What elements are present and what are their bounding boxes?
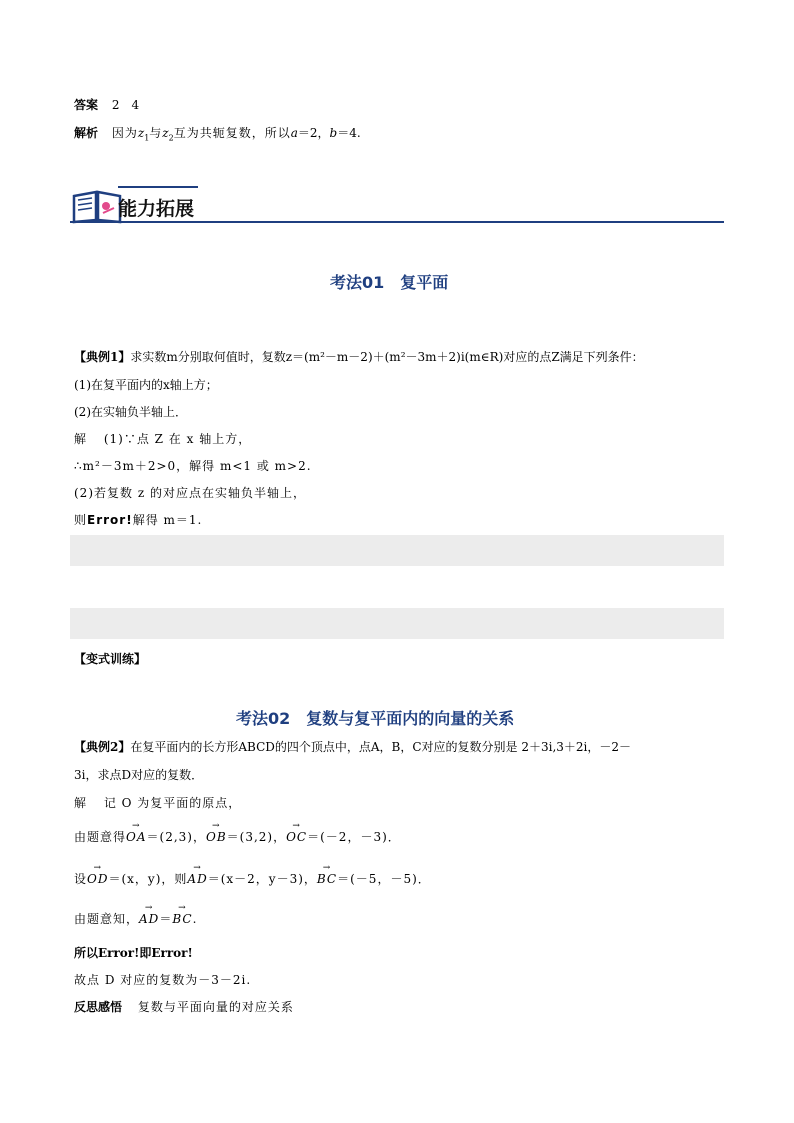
example2-sol2 <box>74 828 401 845</box>
example1-sol4 <box>74 511 202 528</box>
section-banner <box>70 184 724 226</box>
example2-sol5: 所以Error!即Error! <box>74 946 193 960</box>
sol4-b: ＝ <box>159 912 173 926</box>
banner-top-rule <box>118 186 198 188</box>
a-var: a <box>290 126 298 140</box>
vector-bc-2: → BC <box>172 912 192 926</box>
sol3-a: 设 <box>74 872 88 886</box>
example1-line3: (2)在实轴负半轴上． <box>74 405 187 419</box>
z2: z <box>162 126 169 140</box>
example1-sol1-text: (1)∵点 Z 在 x 轴上方， <box>103 432 252 446</box>
analysis-text: 因为 <box>111 126 138 140</box>
example1-tag: 【典例1】 <box>74 350 131 364</box>
vector-od: → OD <box>87 872 108 886</box>
example2-question: 在复平面内的长方形ABCD的四个顶点中，点A，B，C对应的复数分别是 2＋3i,3＋2i，－2－ <box>130 740 632 754</box>
sol4-c: . <box>192 912 198 926</box>
analysis-and: 与 <box>149 126 163 140</box>
example2-sol6: 故点 D 对应的复数为－3－2i. <box>74 973 252 987</box>
vector-ad-2: → AD <box>139 912 159 926</box>
reflection-label: 反思感悟 <box>74 1000 123 1014</box>
vector-oc: → OC <box>286 830 307 844</box>
example1-sol2: ∴m²－3m＋2>0，解得 m<1 或 m>2. <box>74 459 312 473</box>
answer-value: 2 4 <box>111 98 140 112</box>
example1-question: 求实数m分别取何值时，复数z＝(m²－m－2)＋(m²－3m＋2)i(m∈R)对应的点Z满足下列条件： <box>130 350 644 364</box>
example2-line1 <box>74 738 631 755</box>
sol2-d: ＝(－2，－3)． <box>307 830 401 844</box>
vector-ob: → OB <box>206 830 227 844</box>
error-marker: Error! <box>87 513 133 527</box>
sol3-b: ＝(x，y)，则 <box>108 872 188 886</box>
analysis-label: 解析 <box>74 126 99 140</box>
a-value: ＝2， <box>297 126 330 140</box>
example2-sol3 <box>74 870 431 887</box>
sol2-c: ＝(3,2)， <box>226 830 287 844</box>
sol2-b: ＝(2,3)， <box>146 830 206 844</box>
example2-sol1 <box>74 794 241 811</box>
example2-sol4 <box>74 910 197 927</box>
b-value: ＝4. <box>337 126 361 140</box>
open-book-icon <box>70 186 124 226</box>
example1-line2: (1)在复平面内的x轴上方； <box>74 378 218 392</box>
sol3-d: ＝(－5，－5)． <box>337 872 431 886</box>
answer-line <box>74 96 139 113</box>
solution-label: 解 <box>74 432 88 446</box>
sol2-a: 由题意得 <box>74 830 127 844</box>
blank-band-2 <box>70 608 724 639</box>
sol4-a: 由题意知， <box>74 912 140 926</box>
banner-bottom-rule <box>70 221 724 223</box>
z1: z <box>137 126 145 140</box>
example1-sol4-a: 则 <box>74 513 88 527</box>
example1-sol4-b: 解得 m＝1. <box>132 513 203 527</box>
blank-band-1 <box>70 535 724 566</box>
method2-title: 考法02 复数与复平面内的向量的关系 <box>236 709 515 728</box>
example1-line1 <box>74 348 644 365</box>
analysis-line <box>74 124 361 142</box>
z1-sub: 1 <box>144 133 150 143</box>
analysis-text-b: 互为共轭复数，所以 <box>173 126 291 140</box>
method1-title: 考法01 复平面 <box>330 273 449 292</box>
banner-title: 能力拓展 <box>118 198 195 220</box>
variant-label: 【变式训练】 <box>74 652 147 666</box>
reflection-text: 复数与平面向量的对应关系 <box>137 1000 294 1014</box>
example1-sol3: (2)若复数 z 的对应点在实轴负半轴上， <box>74 486 306 500</box>
vector-oa: → OA <box>126 830 147 844</box>
example2-sol1-text: 记 O 为复平面的原点， <box>103 796 242 810</box>
sol3-c: ＝(x－2，y－3)， <box>207 872 317 886</box>
b-var: b <box>329 126 338 140</box>
example2-tag: 【典例2】 <box>74 740 131 754</box>
z2-sub: 2 <box>168 133 174 143</box>
example1-sol1 <box>74 430 251 447</box>
solution-label-2: 解 <box>74 796 88 810</box>
vector-bc: → BC <box>317 872 337 886</box>
example2-line2: 3i，求点D对应的复数． <box>74 768 204 782</box>
vector-ad: → AD <box>187 872 207 886</box>
reflection-line <box>74 998 294 1015</box>
answer-label: 答案 <box>74 98 99 112</box>
